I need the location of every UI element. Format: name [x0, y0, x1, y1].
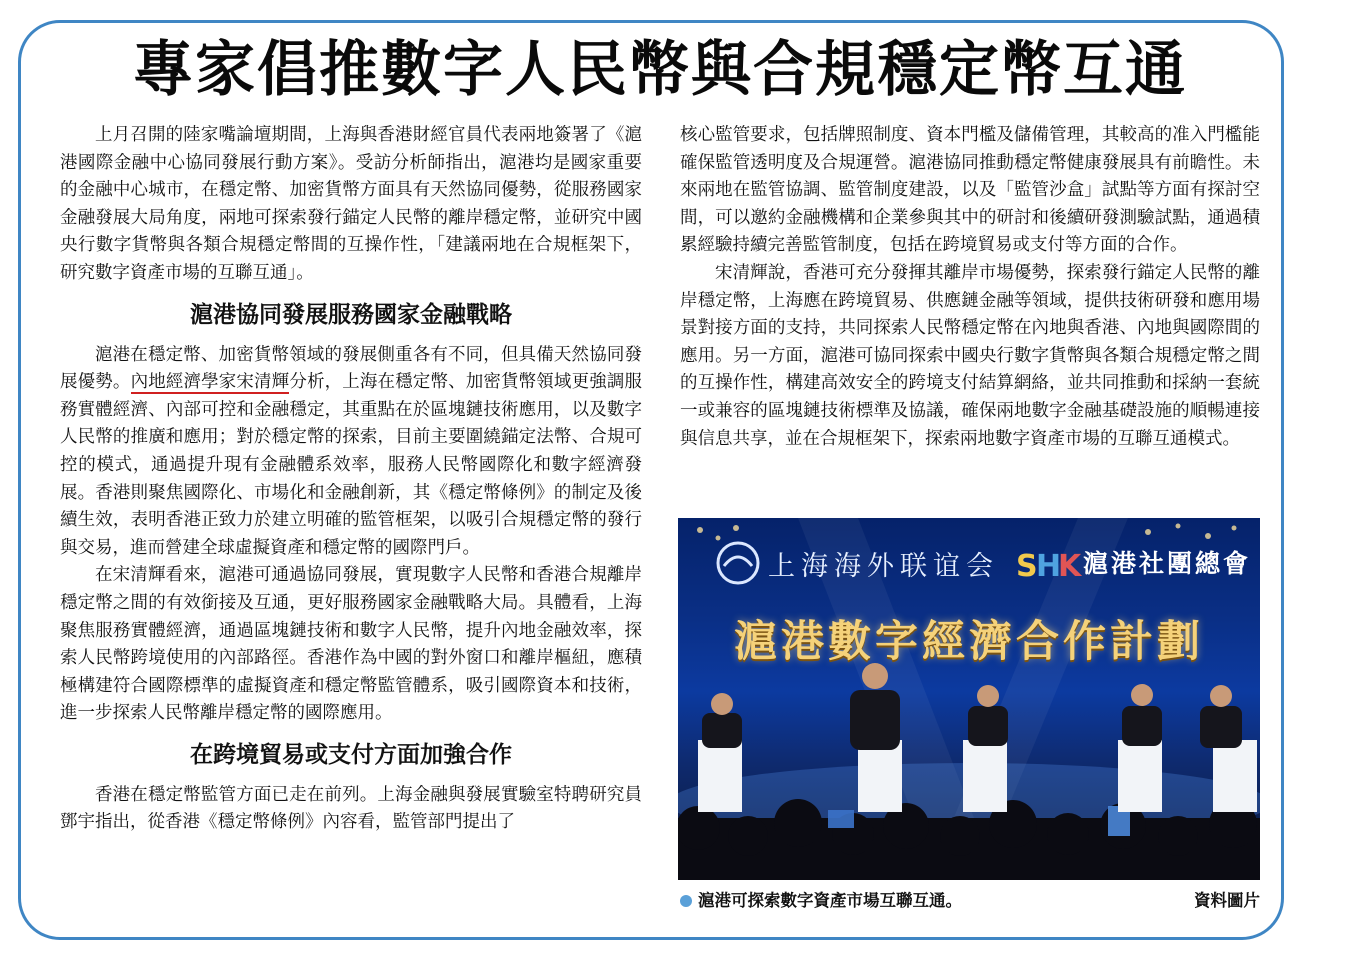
svg-text:S: S: [1016, 549, 1038, 584]
svg-text:K: K: [1058, 549, 1082, 584]
paragraph-3: 在宋清輝看來，滬港可通過協同發展，實現數字人民幣和香港合規離岸穩定幣之間的有效銜接及互通，更好服務國家金融戰略大局。具體看，上海聚焦服務實體經濟，通過區塊鏈技術和數字人民幣，提升內地金融效率，探索人民幣跨境使用的內部路徑。香港作為中國的對外窗口和離岸樞紐，應積極構建符合國際標準的虛擬資產和穩定幣監管體系，吸引國際資本和技術，進一步探索人民幣離岸穩定幣的國際應用。: [60, 565, 642, 724]
logo-left-text: 上海海外联谊会: [768, 551, 999, 582]
stage-banner: 滬港數字經濟合作計劃: [734, 617, 1204, 667]
svg-text:H: H: [1036, 549, 1062, 584]
paragraph-4-continued: 核心監管要求，包括牌照制度、資本門檻及儲備管理，其較高的准入門檻能確保監管透明度及合規運營。滬港協同推動穩定幣健康發展具有前瞻性。未來兩地在監管協調、監管制度建設，以及「監管沙盒」試點等方面有探討空間，可以邀約金融機構和企業參與其中的研討和後續研發測驗試點，通過積累經驗持續完善監管制度，包括在跨境貿易或支付等方面的合作。: [680, 125, 1260, 256]
paragraph-2-part-a: 滬港在穩定幣、加密貨幣領域的發展側重各有不同，但具備天然協同發展優勢。: [60, 344, 642, 393]
headline: 專家倡推數字人民幣與合規穩定幣互通: [133, 35, 1187, 105]
paragraph-1: 上月召開的陸家嘴論壇期間，上海與香港財經官員代表兩地簽署了《滬港國際金融中心協同發展行動方案》。受訪分析師指出，滬港均是國家重要的金融中心城市，在穩定幣、加密貨幣方面具有天然協同優勢，從服務國家金融發展大局角度，兩地可探索發行錨定人民幣的離岸穩定幣，並研究中國央行數字貨幣與各類合規穩定幣間的互操作性，「建議兩地在合規框架下，研究數字資產市場的互聯互通」。: [60, 125, 642, 283]
caption-text: 滬港可探索數字資產市場互聯互通。: [698, 891, 962, 910]
subheading-1: 滬港協同發展服務國家金融戰略: [190, 301, 512, 328]
logo-right-text: 滬港社團總會: [1083, 549, 1252, 578]
underlined-name: 內地經濟學家宋清輝: [130, 372, 290, 393]
caption-bullet-icon: [680, 895, 692, 907]
paragraph-2: [60, 342, 642, 563]
left-column: [60, 122, 642, 837]
event-photo: [678, 518, 1260, 880]
photo-credit: 資料圖片: [1194, 891, 1260, 910]
subheading-2: 在跨境貿易或支付方面加強合作: [190, 741, 512, 768]
right-column: [680, 122, 1260, 453]
photo-caption: [680, 890, 1260, 912]
paragraph-2-part-b: 分析，上海在穩定幣、加密貨幣領域更強調服務實體經濟、內部可控和金融穩定，其重點在於區塊鏈技術應用，以及數字人民幣的推廣和應用；對於穩定幣的探索，目前主要圍繞錨定法幣、合規可控的模式，通過提升現有金融體系效率，服務人民幣國際化和數字經濟發展。香港則聚焦國際化、市場化和金融創新，其《穩定幣條例》的制定及後續生效，表明香港正致力於建立明確的監管框架，以吸引合規穩定幣的發行與交易，進而營建全球虛擬資產和穩定幣的國際門戶。: [60, 372, 642, 558]
paragraph-4: 香港在穩定幣監管方面已走在前列。上海金融與發展實驗室特聘研究員鄧宇指出，從香港《穩定幣條例》內容看，監管部門提出了: [60, 784, 642, 833]
paragraph-5: 宋清輝說，香港可充分發揮其離岸市場優勢，探索發行錨定人民幣的離岸穩定幣，上海應在跨境貿易、供應鏈金融等領域，提供技術研發和應用場景對接方面的支持，共同探索人民幣穩定幣在內地與香港、內地與國際間的應用。另一方面，滬港可協同探索中國央行數字貨幣與各類合規穩定幣之間的互操作性，構建高效安全的跨境支付結算網絡，並共同推動和採納一套統一或兼容的區塊鏈技術標準及協議，確保兩地數字金融基礎設施的順暢連接與信息共享，並在合規框架下，探索兩地數字資產市場的互聯互通模式。: [680, 262, 1260, 449]
